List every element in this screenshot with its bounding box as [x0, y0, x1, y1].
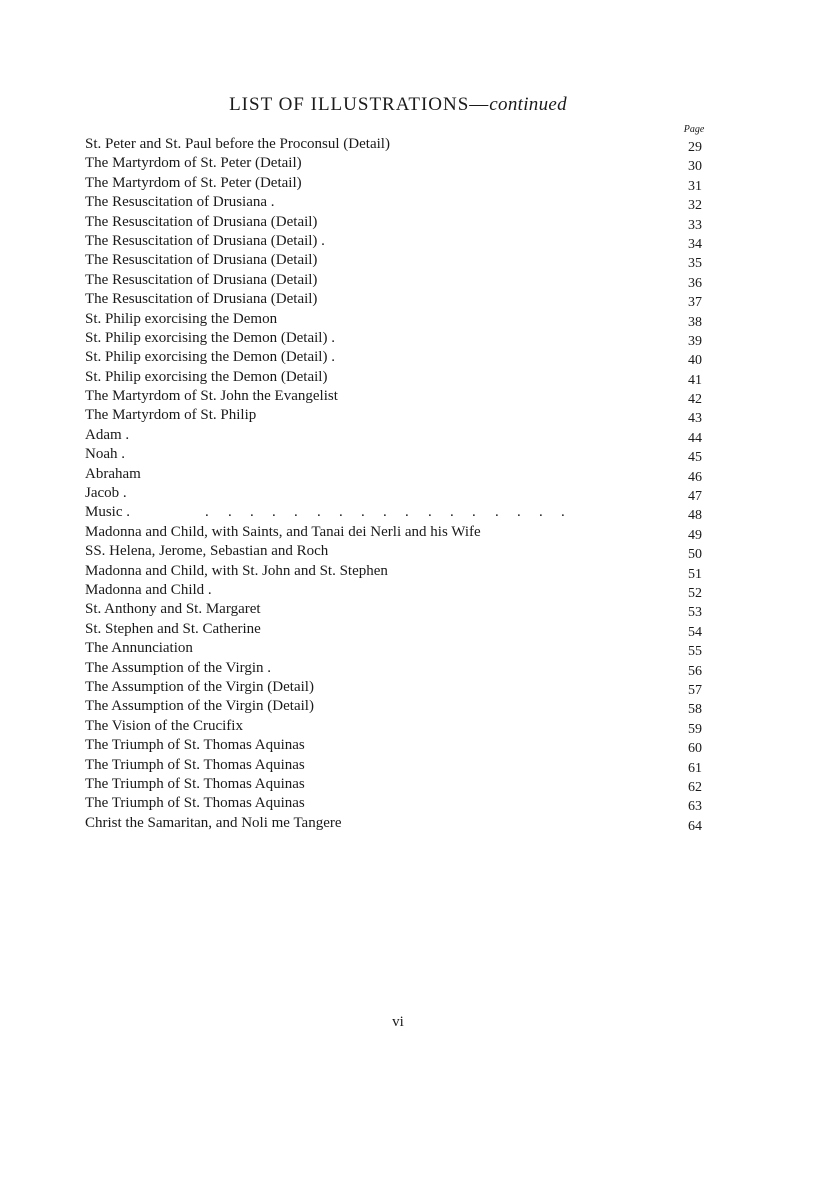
leader-dot: .: [339, 504, 343, 521]
entry-page-number: 60: [688, 741, 702, 757]
entry-title: The Triumph of St. Thomas Aquinas: [85, 795, 305, 812]
leader-dot: .: [250, 504, 254, 521]
leader-dot: .: [383, 504, 387, 521]
entry-title: Abraham: [85, 465, 141, 482]
entry-title: Christ the Samaritan, and Noli me Tangere: [85, 814, 342, 831]
entry-page-number: 40: [688, 353, 702, 369]
entry-page-number: 37: [688, 295, 702, 311]
entry-page-number: 43: [688, 411, 702, 427]
entry-page-number: 55: [688, 644, 702, 660]
list-item: [85, 135, 715, 154]
list-item: [85, 503, 715, 522]
page-title: [0, 94, 796, 116]
list-item: [85, 736, 715, 755]
entry-title: Music .: [85, 504, 130, 521]
entry-page-number: 34: [688, 236, 702, 252]
entry-title: Jacob .: [85, 485, 127, 502]
entry-page-number: 39: [688, 333, 702, 349]
list-item: [85, 251, 715, 270]
entry-title: St. Anthony and St. Margaret: [85, 601, 261, 618]
list-item: [85, 465, 715, 484]
entry-page-number: 58: [688, 702, 702, 718]
list-item: [85, 329, 715, 348]
list-item: [85, 348, 715, 367]
list-item: [85, 581, 715, 600]
entry-page-number: 54: [688, 624, 702, 640]
entry-page-number: 59: [688, 721, 702, 737]
entry-title: The Vision of the Crucifix: [85, 717, 243, 734]
leader-dot: .: [450, 504, 454, 521]
list-item: [85, 213, 715, 232]
leader-dot: .: [495, 504, 499, 521]
leader-dot: .: [428, 504, 432, 521]
entry-title: Madonna and Child .: [85, 581, 212, 598]
entry-title: Noah .: [85, 446, 125, 463]
list-item: [85, 794, 715, 813]
leader-dot: .: [405, 504, 409, 521]
entry-title: The Martyrdom of St. Peter (Detail): [85, 174, 302, 191]
illustration-list: [85, 135, 715, 833]
entry-page-number: 33: [688, 217, 702, 233]
entry-page-number: 46: [688, 469, 702, 485]
title-text: LIST OF ILLUSTRATIONS: [229, 94, 470, 115]
leader-dot: .: [472, 504, 476, 521]
entry-title: The Triumph of St. Thomas Aquinas: [85, 775, 305, 792]
entry-page-number: 48: [688, 508, 702, 524]
entry-title: The Triumph of St. Thomas Aquinas: [85, 737, 305, 754]
entry-page-number: 56: [688, 663, 702, 679]
entry-page-number: 44: [688, 430, 702, 446]
list-item: [85, 290, 715, 309]
list-item: [85, 775, 715, 794]
list-item: [85, 154, 715, 173]
title-dash: —: [469, 94, 490, 115]
entry-title: St. Philip exorcising the Demon (Detail) .: [85, 329, 335, 346]
leader-dot: .: [517, 504, 521, 521]
entry-page-number: 36: [688, 275, 702, 291]
entry-title: St. Philip exorcising the Demon (Detail) .: [85, 349, 335, 366]
list-item: [85, 600, 715, 619]
entry-title: Adam .: [85, 426, 130, 443]
entry-page-number: 41: [688, 372, 702, 388]
entry-title: SS. Helena, Jerome, Sebastian and Roch: [85, 543, 329, 560]
entry-title: The Assumption of the Virgin .: [85, 659, 272, 676]
entry-page-number: 53: [688, 605, 702, 621]
list-item: [85, 562, 715, 581]
entry-title: St. Stephen and St. Catherine: [85, 620, 261, 637]
entry-title: The Martyrdom of St. Philip: [85, 407, 257, 424]
leader-dot: .: [228, 504, 232, 521]
leader-dot: .: [317, 504, 321, 521]
leader-dot: .: [361, 504, 365, 521]
list-item: [85, 387, 715, 406]
entry-page-number: 51: [688, 566, 702, 582]
list-item: [85, 659, 715, 678]
entry-title: The Assumption of the Virgin (Detail): [85, 698, 314, 715]
list-item: [85, 717, 715, 736]
leader-dot: .: [205, 504, 209, 521]
page-column-heading: Page: [683, 124, 705, 135]
entry-page-number: 49: [688, 527, 702, 543]
list-item: [85, 523, 715, 542]
entry-page-number: 30: [688, 159, 702, 175]
entry-title: The Triumph of St. Thomas Aquinas: [85, 756, 305, 773]
entry-page-number: 62: [688, 779, 702, 795]
list-item: [85, 174, 715, 193]
list-item: [85, 620, 715, 639]
entry-title: The Assumption of the Virgin (Detail): [85, 678, 314, 695]
list-item: [85, 368, 715, 387]
list-item: [85, 814, 715, 833]
list-item: [85, 756, 715, 775]
list-item: [85, 697, 715, 716]
entry-title: The Resuscitation of Drusiana (Detail): [85, 213, 318, 230]
title-continued: continued: [489, 94, 567, 115]
entry-title: Madonna and Child, with Saints, and Tanai dei Nerli and his Wife: [85, 523, 481, 540]
entry-title: The Resuscitation of Drusiana (Detail): [85, 252, 318, 269]
list-item: [85, 271, 715, 290]
entry-title: St. Peter and St. Paul before the Proconsul (Detail): [85, 136, 390, 152]
list-item: [85, 310, 715, 329]
entry-title: St. Philip exorcising the Demon: [85, 310, 278, 327]
entry-title: The Resuscitation of Drusiana (Detail): [85, 271, 318, 288]
entry-title: St. Philip exorcising the Demon (Detail): [85, 368, 328, 385]
entry-title: The Martyrdom of St. Peter (Detail): [85, 155, 302, 172]
leader-dot: .: [561, 504, 565, 521]
entry-page-number: 47: [688, 489, 702, 505]
entry-page-number: 29: [688, 140, 702, 155]
entry-page-number: 31: [688, 178, 702, 194]
entry-page-number: 52: [688, 585, 702, 601]
entry-page-number: 45: [688, 450, 702, 466]
entry-page-number: 35: [688, 256, 702, 272]
leader-dot: .: [294, 504, 298, 521]
entry-title: The Martyrdom of St. John the Evangelist: [85, 388, 338, 405]
entry-page-number: 42: [688, 392, 702, 408]
entry-page-number: 50: [688, 547, 702, 563]
entry-page-number: 57: [688, 682, 702, 698]
entry-title: The Resuscitation of Drusiana (Detail): [85, 291, 318, 308]
entry-title: The Annunciation: [85, 640, 193, 657]
entry-title: The Resuscitation of Drusiana .: [85, 194, 275, 211]
entry-page-number: 32: [688, 198, 702, 214]
list-item: [85, 426, 715, 445]
entry-title: Madonna and Child, with St. John and St. Stephen: [85, 562, 388, 579]
list-item: [85, 232, 715, 251]
leader-dot: .: [272, 504, 276, 521]
entry-page-number: 61: [688, 760, 702, 776]
entry-title: The Resuscitation of Drusiana (Detail) .: [85, 232, 325, 249]
entry-page-number: 63: [688, 799, 702, 815]
list-item: [85, 542, 715, 561]
list-item: [85, 484, 715, 503]
list-item: [85, 445, 715, 464]
list-item: [85, 639, 715, 658]
list-item: [85, 678, 715, 697]
entry-page-number: 38: [688, 314, 702, 330]
list-item: [85, 193, 715, 212]
leader-dot: .: [539, 504, 543, 521]
entry-page-number: 64: [688, 818, 702, 834]
list-item: [85, 406, 715, 425]
page-number: vi: [392, 1014, 404, 1030]
